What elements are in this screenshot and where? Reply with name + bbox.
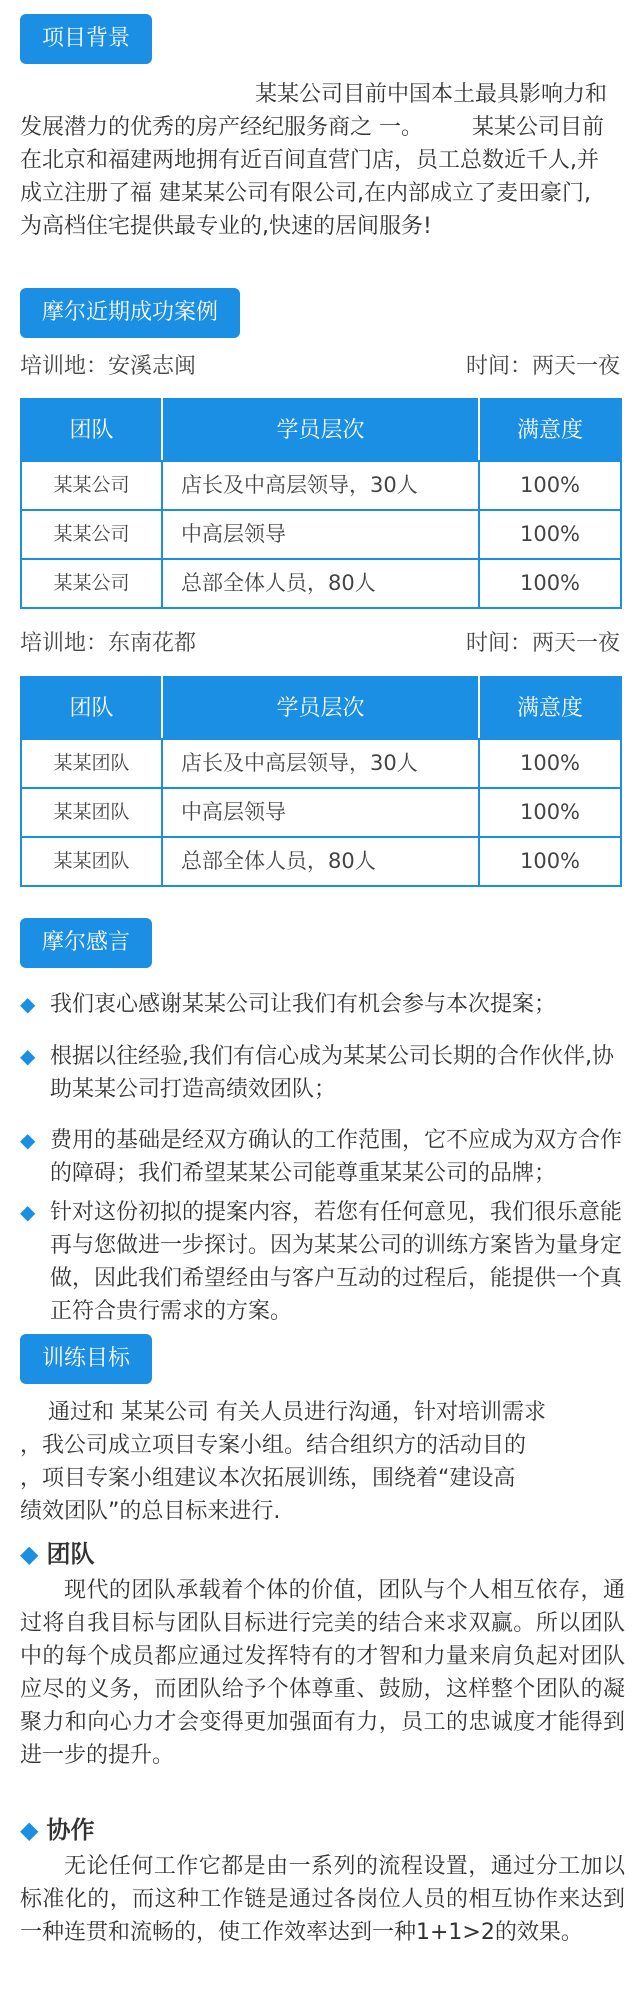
level-cell: 总部全体人员，80人 — [162, 559, 479, 608]
diamond-bullet-icon: ◆ — [20, 1540, 39, 1568]
team-cell: 某某团队 — [21, 739, 162, 788]
team-cell: 某某公司 — [21, 461, 162, 510]
list-item — [20, 1124, 625, 1190]
list-item — [20, 1040, 625, 1106]
column-header-team: 团队 — [21, 677, 162, 739]
list-item-text: 针对这份初拟的提案内容，若您有任何意见，我们很乐意能再与您做进一步探讨。因为某某公司的训练方案皆为量身定做，因此我们希望经由与客户互动的过程后，能提供一个真正符合贵行需求的方案。 — [50, 1200, 623, 1324]
table-row — [21, 510, 621, 559]
table-row — [21, 837, 621, 886]
diamond-bullet-icon: ◆ — [20, 1128, 36, 1152]
training-info-row — [20, 350, 620, 384]
list-item-text: 我们衷心感谢某某公司让我们有机会参与本次提案； — [50, 992, 557, 1017]
background-line: 发展潜力的优秀的房产经纪服务商之 一。 某某公司目前 — [20, 115, 604, 140]
level-cell: 中高层领导 — [162, 510, 479, 559]
training-info-row — [20, 627, 620, 661]
diamond-bullet-icon: ◆ — [20, 1816, 39, 1844]
satisfaction-cell: 100% — [479, 510, 621, 559]
training-time: 时间：两天一夜 — [465, 354, 620, 379]
training-place: 培训地：安溪志闽 — [20, 354, 197, 379]
diamond-bullet-icon: ◆ — [20, 1200, 36, 1224]
column-header-team: 团队 — [21, 399, 162, 461]
column-header-level: 学员层次 — [162, 399, 479, 461]
section-heading-background: 项目背景 — [20, 14, 152, 64]
background-line: 在北京和福建两地拥有近百间直营门店，员工总数近千人,并 — [20, 148, 599, 173]
background-line: 为高档住宅提供最专业的,快速的居间服务! — [20, 214, 432, 239]
team-cell: 某某公司 — [21, 510, 162, 559]
level-cell: 店长及中高层领导，30人 — [162, 461, 479, 510]
list-item — [20, 1196, 625, 1328]
goal-intro-line: 绩效团队”的总目标来进行. — [20, 1499, 281, 1524]
goal-intro — [20, 1396, 625, 1528]
satisfaction-cell: 100% — [479, 739, 621, 788]
satisfaction-cell: 100% — [479, 837, 621, 886]
list-item-text: 根据以往经验,我们有信心成为某某公司长期的合作伙伴,协助某某公司打造高绩效团队； — [50, 1044, 614, 1102]
team-cell: 某某公司 — [21, 559, 162, 608]
background-line: 成立注册了福 建某某公司有限公司,在内部成立了麦田豪门, — [20, 181, 591, 206]
column-header-satisfaction: 满意度 — [479, 677, 621, 739]
level-cell: 中高层领导 — [162, 788, 479, 837]
background-line: 某某公司目前中国本土最具影响力和 — [255, 82, 608, 107]
satisfaction-cell: 100% — [479, 559, 621, 608]
training-time: 时间：两天一夜 — [465, 631, 620, 656]
diamond-bullet-icon: ◆ — [20, 1044, 36, 1068]
coop-paragraph: 无论任何工作它都是由一系列的流程设置，通过分工加以标准化的，而这种工作链是通过各岗位人员的相互协作来达到一种连贯和流畅的，使工作效率达到一种1+1>2的效果。 — [20, 1854, 625, 1945]
list-item — [20, 988, 625, 1021]
diamond-bullet-icon: ◆ — [20, 992, 36, 1016]
section-heading-cases: 摩尔近期成功案例 — [20, 288, 240, 338]
table-header-row — [21, 399, 621, 461]
satisfaction-cell: 100% — [479, 788, 621, 837]
level-cell: 总部全体人员，80人 — [162, 837, 479, 886]
team-cell: 某某团队 — [21, 837, 162, 886]
satisfaction-cell: 100% — [479, 461, 621, 510]
case-table — [20, 398, 622, 609]
subheading-team — [20, 1538, 94, 1571]
table-row — [21, 461, 621, 510]
training-place: 培训地：东南花都 — [20, 631, 197, 656]
subheading-coop — [20, 1814, 94, 1847]
section-heading-goal: 训练目标 — [20, 1334, 152, 1384]
column-header-level: 学员层次 — [162, 677, 479, 739]
table-row — [21, 788, 621, 837]
level-cell: 店长及中高层领导，30人 — [162, 739, 479, 788]
list-item-text: 费用的基础是经双方确认的工作范围，它不应成为双方合作的障碍；我们希望某某公司能尊重某某公司的品牌； — [50, 1128, 623, 1186]
table-header-row — [21, 677, 621, 739]
section-heading-thanks: 摩尔感言 — [20, 918, 152, 968]
background-text — [20, 78, 625, 243]
goal-intro-line: 通过和 某某公司 有关人员进行沟通，针对培训需求 — [20, 1400, 546, 1425]
goal-intro-line: ，项目专案小组建议本次拓展训练，围绕着“建设高 — [20, 1466, 516, 1491]
subheading-coop-label: 协作 — [46, 1816, 95, 1844]
table-row — [21, 559, 621, 608]
subheading-team-label: 团队 — [46, 1540, 95, 1568]
table-row — [21, 739, 621, 788]
case-table — [20, 676, 622, 887]
goal-intro-line: ，我公司成立项目专案小组。结合组织方的活动目的 — [20, 1433, 527, 1458]
team-paragraph: 现代的团队承载着个体的价值，团队与个人相互依存，通过将自我目标与团队目标进行完美的结合来求双赢。所以团队中的每个成员都应通过发挥特有的才智和力量来肩负起对团队应尽的义务，而团队给予个体尊重、鼓励，这样整个团队的凝聚力和向心力才会变得更加强面有力，员工的忠诚度才能得到进一步的提升。 — [20, 1578, 625, 1768]
column-header-satisfaction: 满意度 — [479, 399, 621, 461]
team-cell: 某某团队 — [21, 788, 162, 837]
